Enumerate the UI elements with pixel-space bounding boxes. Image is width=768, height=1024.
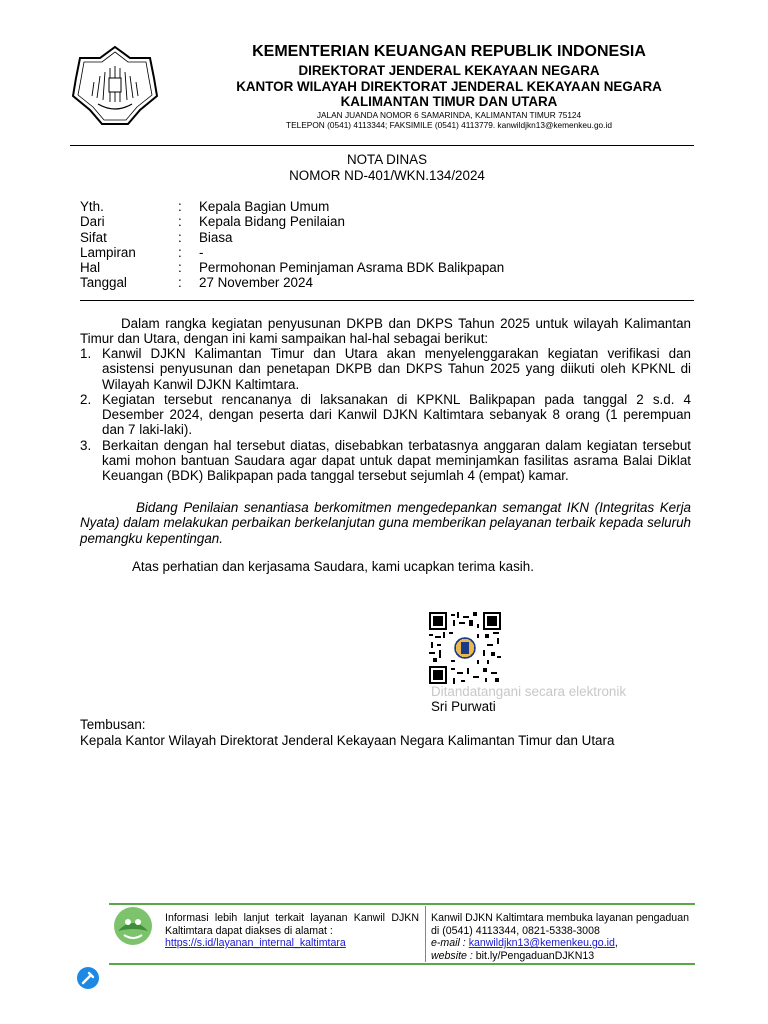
header-key: Tanggal xyxy=(80,275,127,291)
footer-bottom-rule xyxy=(109,963,695,965)
footer-email-label: e-mail : xyxy=(431,937,466,949)
header-colon: : xyxy=(178,199,182,214)
header-key: Yth. xyxy=(80,199,104,214)
footer-website-link[interactable]: bit.ly/PengaduanDJKN13 xyxy=(475,949,595,962)
header-row-date xyxy=(80,275,680,290)
footer-service-link[interactable]: https://s.id/layanan_internal_kaltimtara xyxy=(165,937,346,949)
cc-recipient: Kepala Kantor Wilayah Direktorat Jenderal Kekayaan Negara Kalimantan Timur dan Utara xyxy=(80,733,615,748)
header-value: Permohonan Peminjaman Asrama BDK Balikpapan xyxy=(199,260,505,276)
header-row-attachment xyxy=(80,245,680,260)
list-item xyxy=(80,346,691,392)
header-value: Biasa xyxy=(199,229,233,245)
footer-complaints xyxy=(431,912,689,962)
header-divider xyxy=(80,300,694,301)
footer-info-text: Informasi lebih lanjut terkait layanan Kanwil DJKN Kaltimtara dapat diakses di alamat : xyxy=(165,912,419,937)
office-address: JALAN JUANDA NOMOR 6 SAMARINDA, KALIMANTAN TIMUR 75124 xyxy=(316,110,582,120)
header-row-recipient xyxy=(80,199,680,214)
footer-website-label: website : xyxy=(431,949,473,962)
footer-email-suffix: , xyxy=(614,937,618,949)
signer-name: Sri Purwati xyxy=(431,699,496,714)
footer-info xyxy=(165,912,419,950)
memo-header-fields xyxy=(80,199,680,291)
green-mascot-logo-icon xyxy=(112,905,154,947)
office-name: KANTOR WILAYAH DIREKTORAT JENDERAL KEKAYAAN NEGARA xyxy=(236,79,662,94)
points-list xyxy=(80,346,691,484)
header-row-sender xyxy=(80,214,680,229)
ministry-seal-icon xyxy=(70,44,160,126)
list-item-text: Berkaitan dengan hal tersebut diatas, disebabkan terbatasnya anggaran dalam kegiatan tersebut kami mohon bantuan Saudara agar dapat untuk dapat meminjamkan fasilitas asrama Balai Diklat Keuangan (BDK) Balikpapan pada tanggal tersebut sejumlah 4 (empat) kamar. xyxy=(102,437,691,484)
commitment-paragraph: Bidang Penilaian senantiasa berkomitmen mengedepankan semangat IKN (Integritas Kerja Nyata) dalam melakukan perbaikan berkelanjutan guna memberikan pelayanan terbaik kepada seluruh pemangku kepentingan. xyxy=(80,500,691,546)
closing-sentence: Atas perhatian dan kerjasama Saudara, kami ucapkan terima kasih. xyxy=(132,559,534,574)
qr-code-icon xyxy=(429,612,501,684)
header-key: Sifat xyxy=(80,229,107,245)
header-row-subject xyxy=(80,260,680,275)
carbon-copy xyxy=(80,717,614,749)
list-item xyxy=(80,438,691,484)
footer-email-link[interactable]: kanwildjkn13@kemenkeu.go.id xyxy=(468,937,615,949)
header-value: 27 November 2024 xyxy=(199,275,313,291)
office-contact: TELEPON (0541) 4113344; FAKSIMILE (0541) 4113779. kanwildjkn13@kemenkeu.go.id xyxy=(286,120,612,130)
ministry-name: KEMENTERIAN KEUANGAN REPUBLIK INDONESIA xyxy=(252,43,646,60)
memo-number: NOMOR ND-401/WKN.134/2024 xyxy=(289,168,485,183)
footer-top-rule xyxy=(109,903,695,905)
header-colon: : xyxy=(178,275,182,291)
footer-complaints-text: Kanwil DJKN Kaltimtara membuka layanan pengaduan di (0541) 4113344, 0821-5338-3008 xyxy=(431,912,689,937)
round-blue-badge-icon xyxy=(76,966,100,990)
list-item-number: 3. xyxy=(80,437,92,453)
memo-title: NOTA DINAS xyxy=(346,152,428,167)
header-key: Lampiran xyxy=(80,244,136,260)
cc-label: Tembusan: xyxy=(80,717,146,732)
header-colon: : xyxy=(178,214,182,230)
header-key: Hal xyxy=(80,260,101,276)
list-item-text: Kegiatan tersebut rencananya di laksanakan di KPKNL Balikpapan pada tanggal 2 s.d. 4 Desember 2024, dengan peserta dari Kanwil DJKN Kaltimtara sebanyak 8 orang (1 perempuan dan 7 laki-laki). xyxy=(102,391,691,438)
footer-separator xyxy=(425,906,426,962)
header-value: - xyxy=(199,244,204,260)
header-value: Kepala Bagian Umum xyxy=(199,199,330,214)
header-colon: : xyxy=(178,229,182,245)
header-colon: : xyxy=(178,244,182,260)
e-signature-note: Ditandatangani secara elektronik xyxy=(431,684,627,699)
header-colon: : xyxy=(178,260,182,276)
letterhead-divider xyxy=(70,145,694,146)
list-item-text: Kanwil DJKN Kalimantan Timur dan Utara akan menyelenggarakan kegiatan verifikasi dan asistensi penyusunan dan penetapan DKPB dan DKPS Tahun 2025 yang diikuti oleh KPKNL di Wilayah Kanwil DJKN Kaltimtara. xyxy=(102,346,691,392)
list-item-number: 2. xyxy=(80,391,92,407)
list-item-number: 1. xyxy=(80,346,92,361)
intro-paragraph: Dalam rangka kegiatan penyusunan DKPB dan DKPS Tahun 2025 untuk wilayah Kalimantan Timur dan Utara, dengan ini kami sampaikan hal-hal sebagai berikut: xyxy=(80,316,691,347)
directorate-name: DIREKTORAT JENDERAL KEKAYAAN NEGARA xyxy=(298,63,600,78)
region-name: KALIMANTAN TIMUR DAN UTARA xyxy=(340,94,558,109)
header-key: Dari xyxy=(80,214,105,230)
header-value: Kepala Bidang Penilaian xyxy=(199,214,345,230)
header-row-nature xyxy=(80,230,680,245)
list-item xyxy=(80,392,691,438)
